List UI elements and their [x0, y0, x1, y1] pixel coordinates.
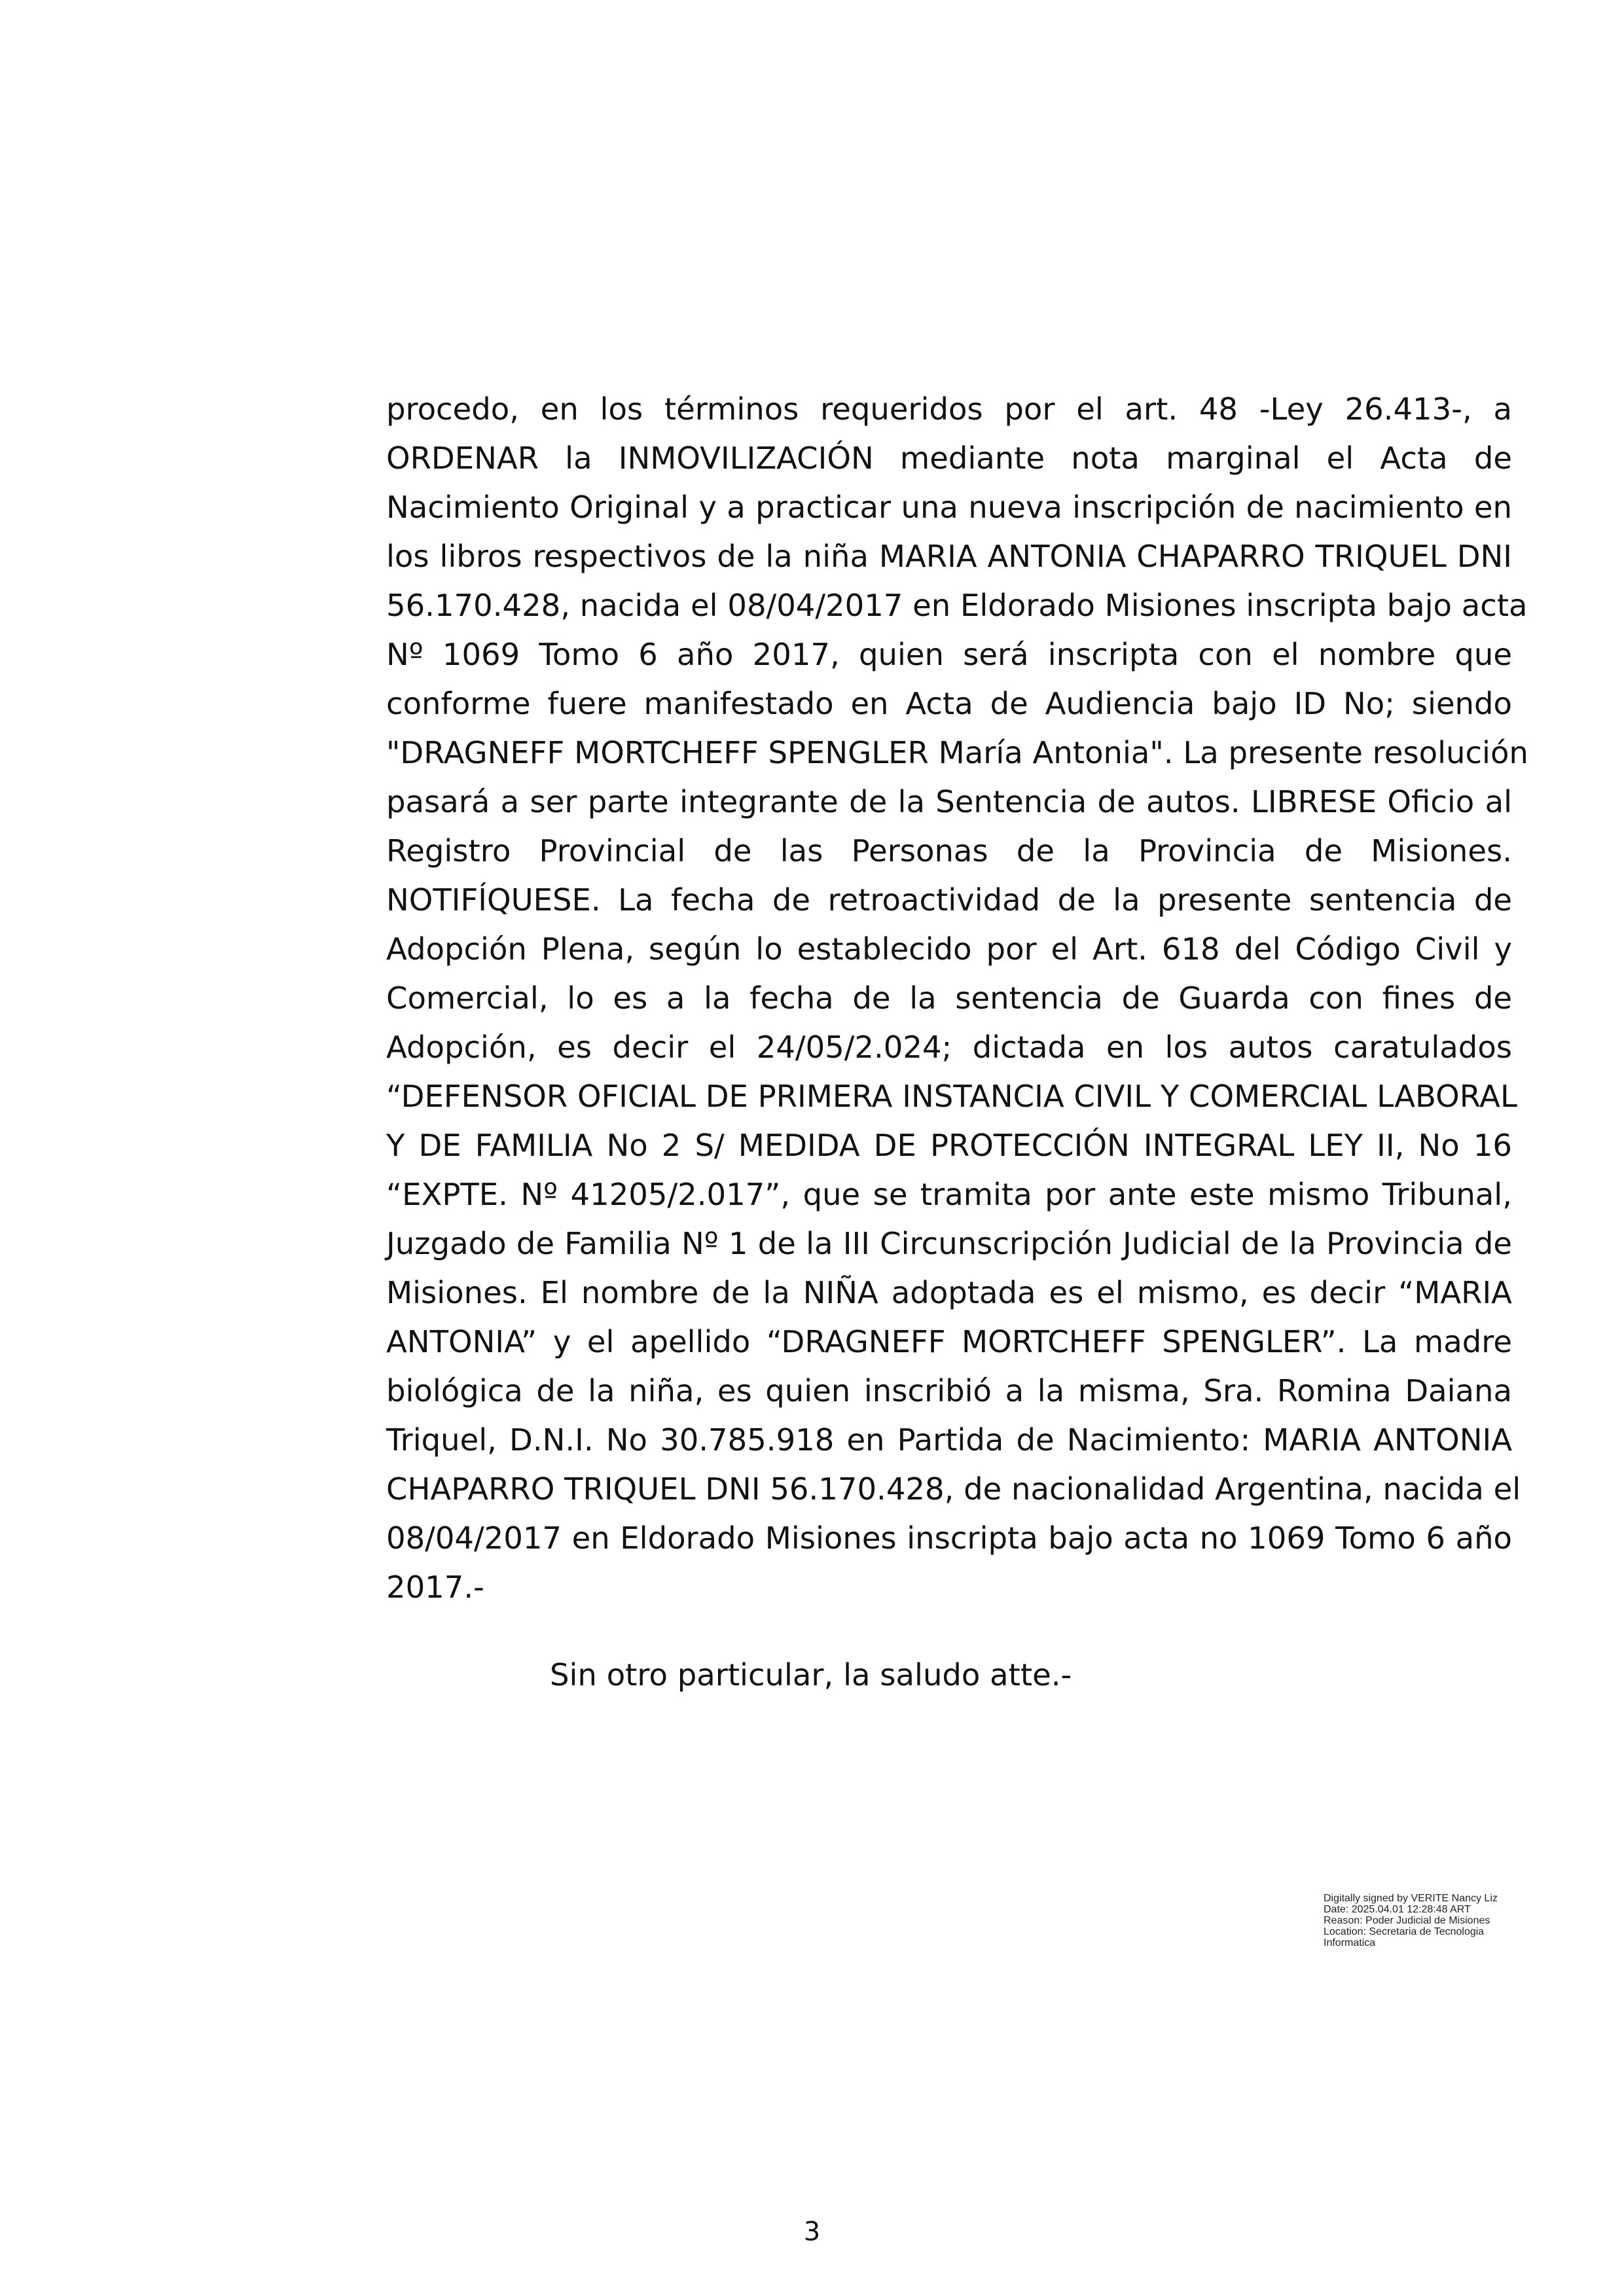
signature-line: Reason: Poder Judicial de Misiones [1324, 1915, 1490, 1926]
body-line: 2017.- [386, 1570, 484, 1605]
closing-salutation: Sin otro particular, la saludo atte.- [550, 1657, 1072, 1693]
body-line: 56.170.428, nacida el 08/04/2017 en Eldorado Misiones inscripta bajo acta [386, 588, 1528, 623]
body-line: Nº 1069 Tomo 6 año 2017, quien será inscripta con el nombre que [386, 637, 1512, 672]
body-line: NOTIFÍQUESE. La fecha de retroactividad de la presente sentencia de [386, 882, 1512, 918]
signature-line: Digitally signed by VERITE Nancy Liz [1324, 1893, 1498, 1904]
body-line: los libros respectivos de la niña MARIA ANTONIA CHAPARRO TRIQUEL DNI [386, 539, 1512, 574]
body-line: “DEFENSOR OFICIAL DE PRIMERA INSTANCIA CIVIL Y COMERCIAL LABORAL [386, 1079, 1517, 1114]
body-line: Juzgado de Familia Nº 1 de la III Circunscripción Judicial de la Provincia de [386, 1226, 1512, 1261]
body-line: Y DE FAMILIA No 2 S/ MEDIDA DE PROTECCIÓN INTEGRAL LEY II, No 16 [386, 1128, 1512, 1163]
body-line: Comercial, lo es a la fecha de la sentencia de Guarda con fines de [386, 980, 1512, 1016]
body-line: Adopción, es decir el 24/05/2.024; dictada en los autos caratulados [386, 1030, 1512, 1065]
body-line: Triquel, D.N.I. No 30.785.918 en Partida de Nacimiento: MARIA ANTONIA [386, 1422, 1512, 1458]
body-line: biológica de la niña, es quien inscribió a la misma, Sra. Romina Daiana [386, 1373, 1512, 1408]
body-line: 08/04/2017 en Eldorado Misiones inscripta bajo acta no 1069 Tomo 6 año [386, 1520, 1512, 1556]
body-line: ANTONIA” y el apellido “DRAGNEFF MORTCHEFF SPENGLER”. La madre [386, 1324, 1512, 1359]
body-line: Nacimiento Original y a practicar una nueva inscripción de nacimiento en [386, 490, 1512, 525]
body-line: ORDENAR la INMOVILIZACIÓN mediante nota marginal el Acta de [386, 440, 1512, 476]
body-line: conforme fuere manifestado en Acta de Audiencia bajo ID No; siendo [386, 686, 1512, 721]
body-line: Adopción Plena, según lo establecido por el Art. 618 del Código Civil y [386, 931, 1512, 967]
signature-line: Date: 2025.04.01 12:28:48 ART [1324, 1904, 1471, 1915]
body-line: pasará a ser parte integrante de la Sentencia de autos. LIBRESE Oficio al [386, 784, 1512, 819]
signature-line: Location: Secretaria de Tecnologia [1324, 1926, 1485, 1937]
body-line: Misiones. El nombre de la NIÑA adoptada es el mismo, es decir “MARIA [386, 1275, 1512, 1310]
body-line: CHAPARRO TRIQUEL DNI 56.170.428, de nacionalidad Argentina, nacida el [386, 1471, 1521, 1507]
resolution-body [386, 385, 1528, 1612]
digital-signature-block [1324, 1893, 1572, 1948]
body-line: “EXPTE. Nº 41205/2.017”, que se tramita por ante este mismo Tribunal, [386, 1177, 1512, 1212]
body-line: procedo, en los términos requeridos por el art. 48 -Ley 26.413-, a [386, 391, 1512, 427]
signature-line: Informatica [1324, 1937, 1376, 1948]
page-number: 3 [803, 2217, 821, 2247]
body-line: Registro Provincial de las Personas de la Provincia de Misiones. [386, 833, 1512, 869]
body-line: "DRAGNEFF MORTCHEFF SPENGLER María Antonia". La presente resolución [386, 735, 1528, 770]
